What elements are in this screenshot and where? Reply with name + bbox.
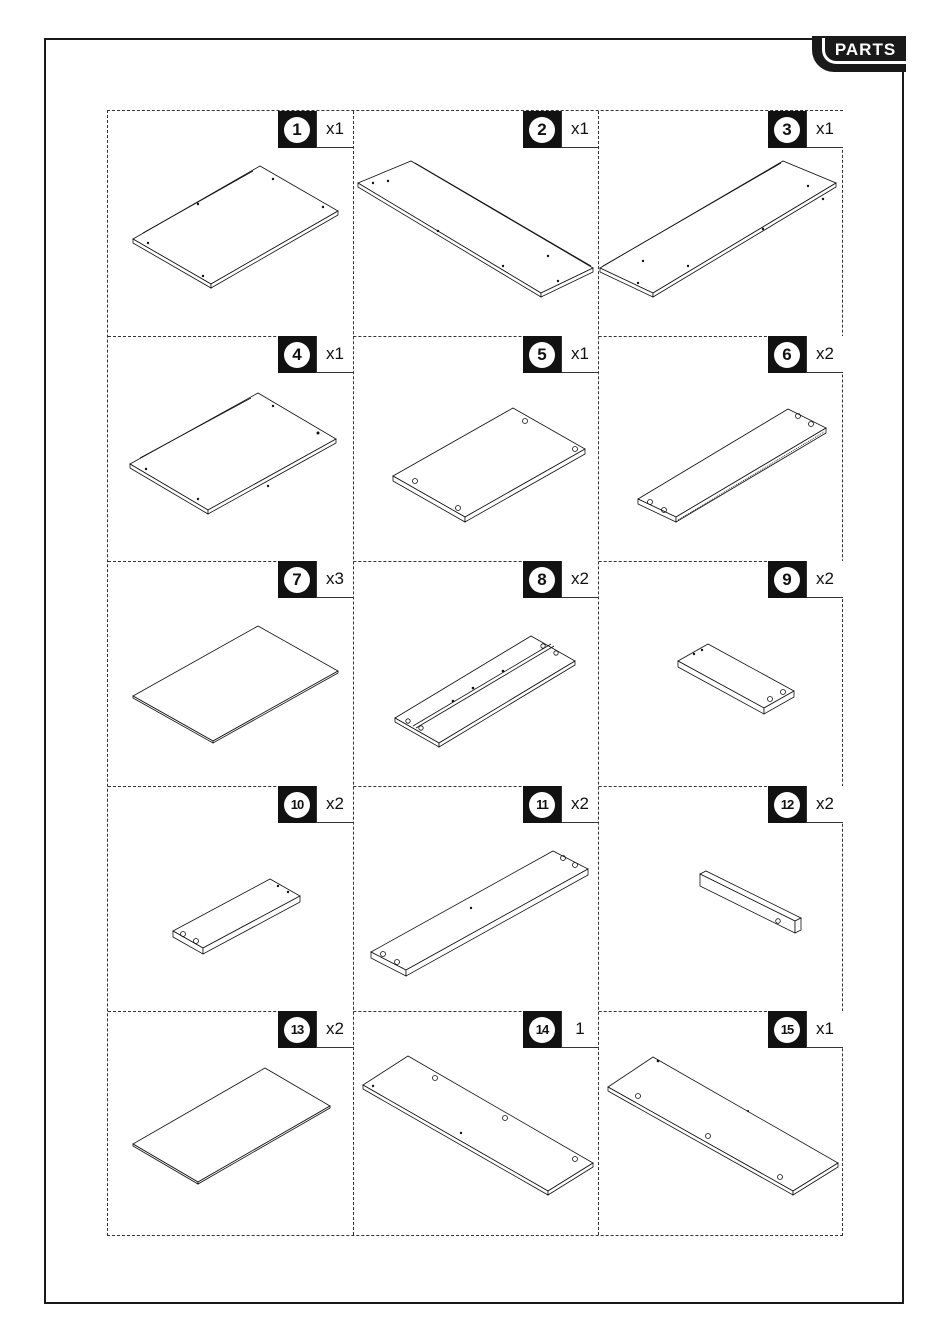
part-number: 13 <box>284 1017 310 1043</box>
panel-illustration <box>598 111 843 336</box>
part-quantity: x2 <box>806 561 843 598</box>
part-cell <box>353 111 598 336</box>
part-quantity: x1 <box>316 111 353 148</box>
part-cell <box>353 786 598 1011</box>
panel-illustration <box>598 1011 843 1236</box>
parts-grid <box>107 110 843 1236</box>
part-cell <box>598 1011 843 1236</box>
panel-illustration <box>353 1011 598 1236</box>
part-number: 1 <box>284 117 310 143</box>
part-number: 15 <box>774 1017 800 1043</box>
part-number: 11 <box>529 792 555 818</box>
part-quantity: x1 <box>316 336 353 373</box>
part-cell <box>353 336 598 561</box>
part-number: 7 <box>284 567 310 593</box>
part-cell <box>108 336 353 561</box>
rail-illustration <box>598 786 843 1011</box>
part-quantity: x2 <box>806 786 843 823</box>
panel-illustration <box>353 111 598 336</box>
board-illustration <box>598 561 843 786</box>
sheet-illustration <box>108 1011 353 1236</box>
section-tab-label: PARTS <box>822 38 906 64</box>
board-illustration <box>108 786 353 1011</box>
part-cell <box>598 111 843 336</box>
part-cell <box>108 786 353 1011</box>
part-quantity: x3 <box>316 561 353 598</box>
part-quantity: x1 <box>806 1011 843 1048</box>
part-number: 5 <box>529 342 555 368</box>
part-quantity: x1 <box>806 111 843 148</box>
board-illustration <box>598 336 843 561</box>
part-number: 9 <box>774 567 800 593</box>
part-cell <box>108 561 353 786</box>
part-quantity: x1 <box>561 336 598 373</box>
part-quantity: x2 <box>316 1011 353 1048</box>
board-illustration <box>353 786 598 1011</box>
part-cell <box>108 111 353 336</box>
part-number: 4 <box>284 342 310 368</box>
part-number: 3 <box>774 117 800 143</box>
part-cell <box>598 336 843 561</box>
part-number: 14 <box>529 1017 555 1043</box>
part-cell <box>108 1011 353 1236</box>
part-quantity: x2 <box>561 561 598 598</box>
part-number: 2 <box>529 117 555 143</box>
panel-illustration <box>108 336 353 561</box>
part-cell <box>353 561 598 786</box>
part-quantity: x2 <box>806 336 843 373</box>
part-quantity: x2 <box>316 786 353 823</box>
sheet-illustration <box>108 561 353 786</box>
part-cell <box>598 561 843 786</box>
part-quantity: x1 <box>561 111 598 148</box>
part-number: 10 <box>284 792 310 818</box>
part-number: 6 <box>774 342 800 368</box>
part-quantity: x2 <box>561 786 598 823</box>
part-number: 12 <box>774 792 800 818</box>
part-number: 8 <box>529 567 555 593</box>
panel-illustration <box>108 111 353 336</box>
panel-illustration <box>353 336 598 561</box>
board-illustration <box>353 561 598 786</box>
part-cell <box>598 786 843 1011</box>
part-quantity: 1 <box>561 1011 598 1048</box>
part-cell <box>353 1011 598 1236</box>
